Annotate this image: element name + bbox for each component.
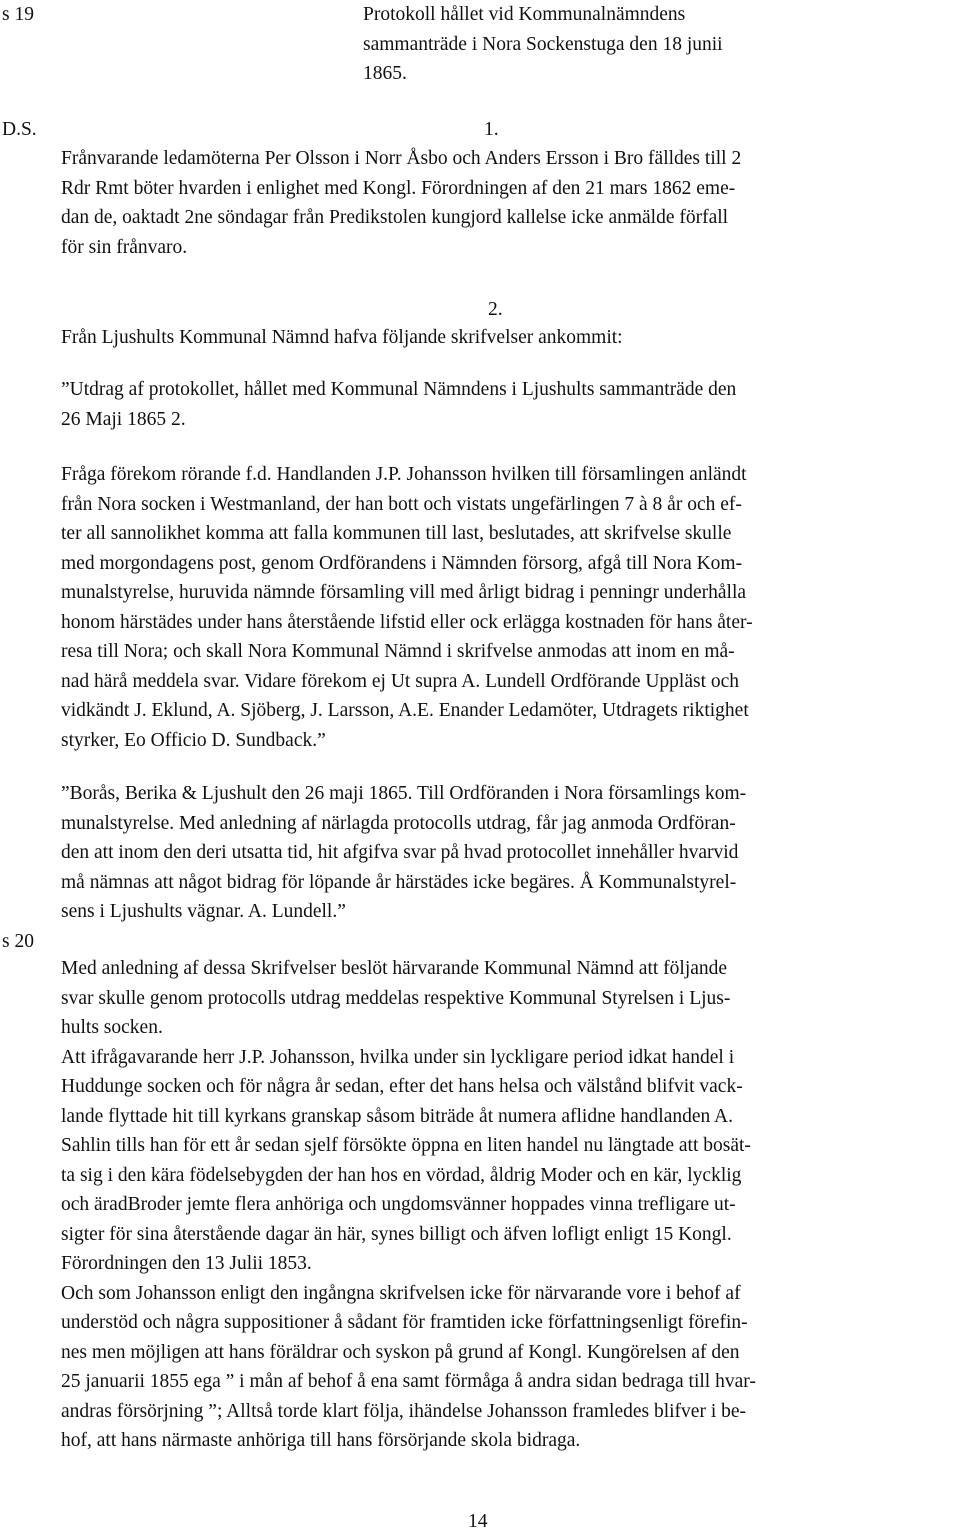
quote-1 [61, 375, 736, 434]
text-line: Huddunge socken och för några år sedan, efter det hans helsa och välstånd blifvit vack- [61, 1076, 743, 1097]
text-line: må nämnas att något bidrag för löpande år härstädes icke begäres. Å Kommunalstyrel- [61, 871, 737, 893]
text-line: Att ifrågavarande herr J.P. Johansson, hvilka under sin lyckligare period idkat handel i [61, 1046, 735, 1068]
margin-note-ds: D.S. [2, 119, 37, 140]
section-2-intro: Från Ljushults Kommunal Nämnd hafva följande skrifvelser ankommit: [61, 327, 623, 348]
text-line: lande flyttade hit till kyrkans granskap såsom biträde åt numera aflidne handlanden A. [61, 1105, 734, 1127]
text-line: Frånvarande ledamöterna Per Olsson i Norr Åsbo och Anders Ersson i Bro fälldes till 2 [61, 148, 742, 169]
text-line: Och som Johansson enligt den ingångna skrifvelsen icke för närvarande vore i behof af [61, 1282, 741, 1304]
text-line: munalstyrelse, huruvida nämnde församling vill med årligt bidrag i penningr underhålla [61, 582, 747, 603]
page-number: 14 [468, 1511, 488, 1532]
section-1-number: 1. [484, 119, 499, 140]
heading-line: sammanträde i Nora Sockenstuga den 18 junii [363, 33, 723, 55]
text-line: resa till Nora; och skall Nora Kommunal Nämnd i skrifvelse anmodas att inom en må- [61, 641, 735, 662]
text-line: understöd och några suppositioner å sådant för framtiden icke författningsenligt förefin- [61, 1312, 748, 1333]
text-line: 26 Maji 1865 2. [61, 408, 186, 430]
text-line: Förordningen den 13 Julii 1853. [61, 1253, 312, 1274]
quote-2 [61, 779, 746, 927]
text-line: Rdr Rmt böter hvarden i enlighet med Kongl. Förordningen af den 21 mars 1862 eme- [61, 177, 736, 199]
section-2-number: 2. [488, 299, 503, 320]
text-line: nes men möjligen att hans föräldrar och syskon på grund af Kongl. Kungörelsen af den [61, 1341, 740, 1363]
text-line: Sahlin tills han för ett år sedan sjelf försökte öppna en liten handel nu längtade att bosät- [61, 1135, 751, 1156]
margin-note-s19: s 19 [2, 4, 34, 25]
text-line: honom härstädes under hans återstående lifstid eller ock erlägga kostnaden för hans åter- [61, 611, 753, 633]
heading-line: Protokoll hållet vid Kommunalnämndens [363, 4, 686, 25]
section-1-body [61, 144, 741, 262]
quote-1-body [61, 460, 753, 755]
text-line: ta sig i den kära födelsebygden der han hos en vördad, åldrig Moder och en kär, lycklig [61, 1164, 742, 1186]
text-line: ”Borås, Berika & Ljushult den 26 maji 1865. Till Ordföranden i Nora församlings kom- [61, 783, 747, 804]
text-line: sigter för sina återstående dagar än här, synes billigt och äfven lofligt enligt 15 Kongl. [61, 1223, 732, 1245]
text-line: svar skulle genom protocolls utdrag meddelas respektive Kommunal Styrelsen i Ljus- [61, 987, 731, 1009]
heading-line: 1865. [363, 63, 407, 84]
text-line: för sin frånvaro. [61, 236, 188, 258]
text-line: Fråga förekom rörande f.d. Handlanden J.P. Johansson hvilken till församlingen anländt [61, 464, 747, 485]
text-line: nad härå meddela svar. Vidare förekom ej Ut supra A. Lundell Ordförande Uppläst och [61, 670, 740, 692]
text-line: munalstyrelse. Med anledning af närlagda protocolls utdrag, får jag anmoda Ordföran- [61, 812, 736, 834]
text-line: sens i Ljushults vägnar. A. Lundell.” [61, 901, 346, 922]
text-line: ”Utdrag af protokollet, hållet med Kommunal Nämndens i Ljushults sammanträde den [61, 379, 737, 400]
text-line: och äradBroder jemte flera anhöriga och ungdomsvänner hoppades vinna trefligare ut- [61, 1194, 736, 1215]
text-line: 25 januarii 1855 ega ” i mån af behof å ena samt förmåga å andra sidan bedraga till hvar- [61, 1371, 756, 1392]
text-line: hof, att hans närmaste anhöriga till hans försörjande skola bidraga. [61, 1430, 581, 1451]
text-line: styrker, Eo Officio D. Sundback.” [61, 729, 326, 751]
decision-text [61, 954, 756, 1456]
margin-note-s20: s 20 [2, 931, 34, 952]
text-line: vidkändt J. Eklund, A. Sjöberg, J. Larsson, A.E. Enander Ledamöter, Utdragets riktighet [61, 700, 749, 721]
text-line: dan de, oaktadt 2ne söndagar från Predikstolen kungjord kallelse icke anmälde förfall [61, 207, 729, 228]
protocol-heading [363, 0, 723, 89]
text-line: hults socken. [61, 1017, 163, 1038]
text-line: andras försörjning ”; Alltså torde klart följa, ihändelse Johansson framledes blifver i be- [61, 1400, 747, 1422]
text-line: från Nora socken i Westmanland, der han bott och vistats ungefärlingen 7 à 8 år och ef- [61, 493, 742, 515]
text-line: ter all sannolikhet komma att falla kommunen till last, beslutades, att skrifvelse skulle [61, 523, 732, 544]
text-line: den att inom den deri utsatta tid, hit afgifva svar på hvad protocollet innehåller hvarvid [61, 842, 739, 863]
text-line: med morgondagens post, genom Ordförandens i Nämnden försorg, afgå till Nora Kom- [61, 552, 743, 574]
text-line: Med anledning af dessa Skrifvelser beslöt härvarande Kommunal Nämnd att följande [61, 958, 728, 979]
